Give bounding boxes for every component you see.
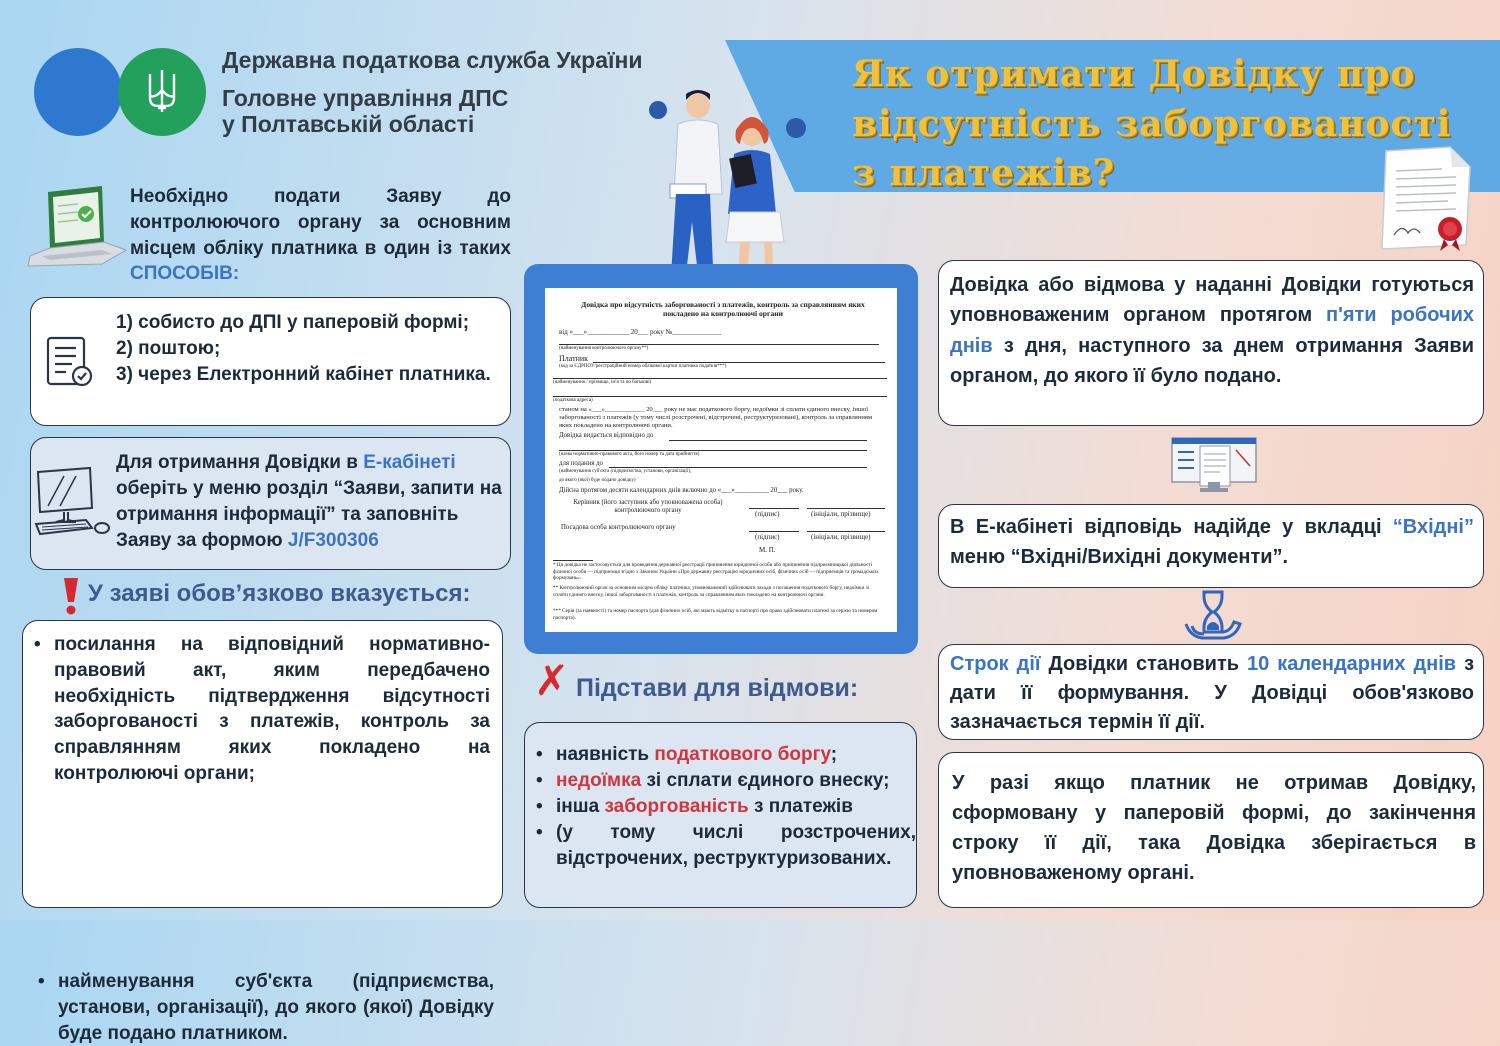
validity-text-1: Довідки становить	[1040, 653, 1247, 675]
trident-icon	[146, 68, 178, 114]
form-head: Керівник (його заступник або уповноважена особа) контролюючого органу	[573, 499, 723, 515]
ten-days-highlight: 10 календарних днів	[1247, 653, 1457, 675]
form-line	[593, 362, 885, 363]
title-line-3: з платежів?	[852, 152, 1115, 195]
refusal-item-1	[534, 742, 916, 768]
form-line	[609, 467, 867, 468]
form-line	[559, 344, 879, 345]
intro-body: Необхідно подати Заяву до контролюючого органу за основним місцем обліку платника в один із таких	[130, 186, 511, 259]
incoming-text	[950, 512, 1474, 572]
form-cap-5: (назва нормативно-правового акта, його номер та дата прийняття)	[559, 452, 700, 457]
title-line-2: відсутність заборгованості	[852, 102, 1452, 145]
validity-highlight: Строк дії	[950, 653, 1041, 675]
refusal-item-2	[534, 768, 916, 794]
form-cap-7: до якого (якої) буде подано довідку)	[559, 478, 636, 483]
form-code: J/F300306	[287, 530, 379, 552]
form-footnote-3: *** Серія (за наявності) та номер паспорта (для фізичних осіб, які мають відмітку в паспорті про право здійснювати платежі за серією та номером паспорта).	[553, 608, 878, 621]
tax-debt-highlight: податкового боргу	[654, 744, 831, 765]
computer-icon	[34, 466, 112, 538]
incoming-text-2: меню “Вхідні/Вихідні документи”.	[950, 546, 1289, 568]
org-department: Головне управління ДПС	[222, 85, 509, 111]
org-name: Державна податкова служба України	[222, 47, 643, 73]
hourglass-icon	[1184, 590, 1242, 644]
method-item-3: 3) через Електронний кабінет платника.	[116, 364, 491, 386]
form-issued: Довідка видається відповідно до	[559, 432, 654, 439]
document-screen-icon	[1170, 436, 1258, 496]
form-cap-3: (найменування / прізвище, ім'я та по батькові)	[553, 380, 652, 385]
form-from: від «___»____________ 20___ року №______________	[559, 328, 722, 336]
storage-text: У разі якщо платник не отримав Довідку, сформовану у паперовій формі, до закінчення строку її дії, така Довідка зберігається в уповноваженому органі.	[952, 772, 1476, 884]
refusal-item-3-end: з платежів	[748, 796, 853, 818]
preparation-text	[950, 270, 1474, 392]
certificate-icon	[1378, 145, 1476, 253]
form-sig-1: (підпис)	[755, 510, 780, 518]
incoming-text-1: В Е-кабінеті відповідь надійде у вкладці	[950, 516, 1393, 538]
method-item-2: 2) поштою;	[116, 338, 221, 360]
form-cap-1: (найменування контролюючого органу**)	[559, 346, 649, 351]
certificate-form-image	[545, 288, 897, 632]
refusal-item-1-text: наявність	[556, 744, 655, 765]
incoming-tab-highlight: “Вхідні”	[1392, 516, 1474, 538]
org-region: у Полтавській області	[222, 111, 475, 137]
form-line	[559, 450, 867, 451]
refusal-item-3	[534, 794, 916, 820]
form-cap-2: (код за ЄДРПОУ/реєстраційний номер облікової картки платника податків***)	[559, 364, 727, 369]
method-item-1: 1) собисто до ДПІ у паперовій формі;	[116, 312, 470, 333]
refusal-heading: Підстави для відмови:	[576, 674, 859, 702]
form-title: Довідка про відсутність заборгованості з платежів, контроль за справлянням яких покладено на контролюючі органи	[581, 300, 865, 319]
logo-blue-circle	[34, 48, 122, 136]
form-line	[553, 560, 593, 561]
form-sig-2: (підпис)	[755, 533, 780, 541]
ecabinet-text	[116, 450, 502, 554]
validity-text	[950, 650, 1474, 738]
form-init-2: (ініціали, прізвище)	[811, 533, 871, 541]
exclamation-icon	[60, 576, 82, 616]
arrears-highlight: недоїмка	[556, 770, 642, 792]
refusal-item-4: • (у тому числі розстрочених, відстрочених, реструктуризованих.	[534, 820, 916, 872]
ecabinet-text-2: оберіть у меню розділ “Заяви, запити на отримання інформації” та заповніть Заяву за формою	[116, 478, 502, 552]
form-submit: для подання до	[559, 460, 603, 467]
refusal-item-1-end: ;	[830, 744, 838, 765]
refusal-list	[534, 742, 916, 872]
form-line	[553, 396, 887, 397]
refusal-item-3-text: інша	[556, 796, 605, 818]
checklist-icon	[46, 336, 94, 388]
form-cap-4: (податкова адреса)	[553, 398, 593, 403]
preparation-text-1: Довідка або відмова у наданні Довідки готуються уповноваженим органом протягом	[950, 274, 1474, 327]
mandatory-item-2: • найменування суб'єкта (підприємства, установи, організації), до якого (якої) Довідку буде подано платником.	[36, 969, 494, 1046]
ecabinet-text-1: Для отримання Довідки в	[116, 452, 364, 473]
mandatory-heading: У заяві обов’язково вказується:	[88, 580, 471, 607]
title-line-1: Як отримати Довідку про	[852, 53, 1416, 95]
form-line	[749, 531, 799, 532]
debt-highlight: заборгованість	[604, 796, 749, 818]
page-title	[852, 50, 1452, 199]
form-cap-6: (найменування суб'єкта (підприємства, установи, організації),	[559, 469, 692, 474]
form-init-1: (ініціали, прізвище)	[811, 510, 871, 518]
ecabinet-highlight: Е-кабінеті	[363, 452, 456, 473]
laptop-icon	[28, 184, 128, 276]
form-footnote-2: ** Контролюючий орган за основним місцем обліку платника, уповноважений здійснювати заходи з погашення податкового боргу, недоїмки зі сплати єдиного внеску, іншої заборгованості з платежів, контроль за справлянням яких покладено на контролюючі органи.	[553, 585, 870, 598]
form-line	[807, 508, 885, 509]
refusal-item-2-text: зі сплати єдиного внеску;	[641, 770, 890, 792]
form-payer: Платник	[559, 354, 589, 363]
form-official: Посадова особа контролюючого органу	[561, 524, 676, 531]
form-body: станом на «___»____________ 20___ року не має податкового боргу, недоїмки зі сплати єдиного внеску, іншої заборгованості з платежів (у тому числі розстрочені, відстрочені, реструктуризовані), контроль за справлянням яких покладено на контролюючі органи.	[559, 406, 873, 430]
mandatory-item-1: • посилання на відповідний нормативно-правовий акт, яким передбачено необхідність підтвердження відсутності заборгованості з платежів, контроль за справлянням яких покладено на контролюючі органи;	[32, 632, 490, 787]
form-valid: Дійсна протягом десяти календарних днів включно до «___»__________ 20___ року.	[559, 487, 804, 494]
methods-list	[116, 310, 501, 388]
validity-text-2: з дати її формування. У Довідці обов'язково зазначається термін її дії.	[950, 653, 1475, 734]
cross-mark-icon: ✗	[534, 657, 570, 704]
intro-highlight: СПОСОБІВ:	[130, 263, 240, 285]
form-line	[807, 531, 885, 532]
form-mp: М. П.	[759, 546, 776, 554]
form-line	[669, 440, 867, 441]
form-line	[749, 508, 799, 509]
preparation-text-2: з дня, наступного за днем отримання Заяви органом, до якого її було подано.	[950, 334, 1474, 388]
form-line	[553, 378, 887, 379]
form-footnote-1: * Ця довідка не застосовується для проведення державної реєстрації припинення юридичної особи або припинення підприємницької діяльності фізичної особи — підприємця згідно з Законом України «Про державну реєстрацію юридичних осіб, фізичних осіб — підприємців та громадських формувань».	[553, 562, 879, 581]
five-days-highlight: п'яти робочих днів	[950, 304, 1474, 357]
intro-text	[130, 184, 511, 287]
